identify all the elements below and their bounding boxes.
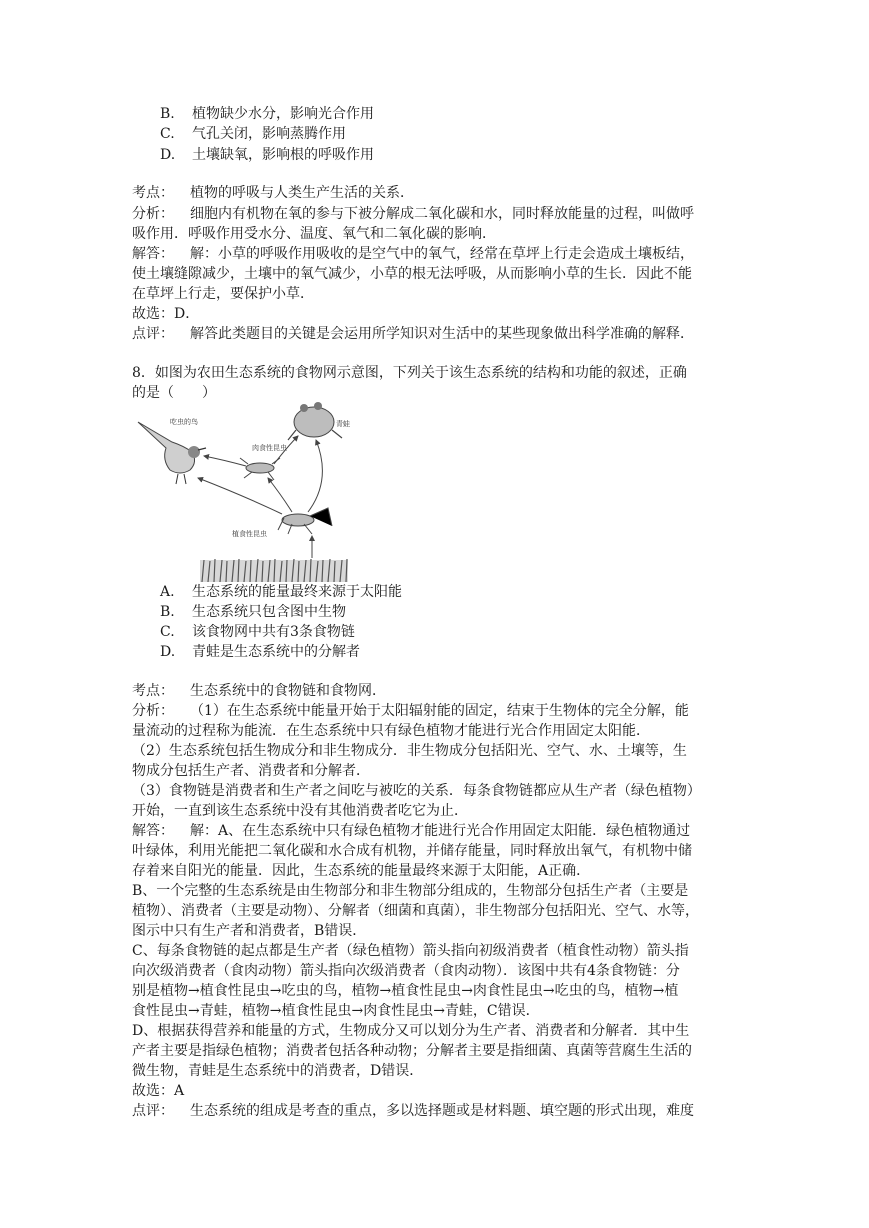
q7-kaodian: 考点： 植物的呼吸与人类生产生活的关系． (132, 185, 414, 201)
q7-jieda-line-3: 在草坪上行走，要保护小草． (132, 286, 314, 302)
arrow-herb-to-bird (198, 478, 282, 514)
q8-option-b: B. 生态系统只包含图中生物 (160, 604, 346, 620)
q8-jieda-line-12: 产者主要是指绿色植物；消费者包括各种动物；分解者主要是指细菌、真菌等营腐生生活的 (132, 1043, 692, 1059)
q7-option-c: C. 气孔关闭，影响蒸腾作用 (160, 126, 346, 142)
food-web-figure (132, 400, 390, 584)
q7-fenxi-line-1: 分析： 细胞内有机物在氧的参与下被分解成二氧化碳和水，同时释放能量的过程，叫做呼 (132, 206, 694, 222)
arrow-carn-to-bird (204, 456, 246, 466)
arrow-herb-to-carn (268, 478, 292, 512)
label-bird: 吃虫的鸟 (170, 418, 198, 426)
frog-icon (288, 402, 342, 440)
q8-jieda-line-8: 向次级消费者（食肉动物）箭头指向次级消费者（食肉动物）．该图中共有4条食物链：分 (132, 963, 680, 979)
q8-fenxi-line-3: （2）生态系统包括生物成分和非生物成分．非生物成分包括阳光、空气、水、土壤等，生 (132, 743, 687, 759)
q8-jieda-line-7: C、每条食物链的起点都是生产者（绿色植物）箭头指向初级消费者（植食性动物）箭头指 (132, 943, 689, 959)
q8-fenxi-line-2: 量流动的过程称为能流．在生态系统中只有绿色植物才能进行光合作用固定太阳能． (132, 723, 650, 739)
q8-fenxi-line-1: 分析： （1）在生态系统中能量开始于太阳辐射能的固定，结束于生物体的完全分解，能 (132, 703, 689, 719)
q7-jieda-line-1: 解答： 解：小草的呼吸作用吸收的是空气中的氧气，经常在草坪上行走会造成土壤板结， (132, 246, 694, 262)
q8-jieda-line-11: D、根据获得营养和能量的方式，生物成分又可以划分为生产者、消费者和分解者．其中生 (132, 1023, 690, 1039)
q8-fenxi-line-6: 开始，一直到该生态系统中没有其他消费者吃它为止． (132, 803, 468, 819)
q8-jieda-line-10: 食性昆虫→青蛙，植物→植食性昆虫→肉食性昆虫→青蛙，C错误． (132, 1003, 540, 1019)
q8-answer: 故选：A (132, 1083, 185, 1099)
bird-icon (138, 422, 206, 484)
q8-dianping: 点评： 生态系统的组成是考查的重点，多以选择题或是材料题、填空题的形式出现，难度 (132, 1103, 694, 1119)
q7-answer: 故选：D． (132, 306, 200, 322)
q8-kaodian: 考点： 生态系统中的食物链和食物网． (132, 683, 386, 699)
q8-jieda-line-5: 植物）、消费者（主要是动物）、分解者（细菌和真菌），非生物部分包括阳光、空气、水等， (132, 903, 699, 919)
q8-jieda-line-13: 微生物，青蛙是生态系统中的消费者，D错误． (132, 1063, 424, 1079)
q8-jieda-line-2: 叶绿体，利用光能把二氧化碳和水合成有机物，并储存能量，同时释放出氧气，有机物中储 (132, 843, 692, 859)
q8-stem-line-1: 8．如图为农田生态系统的食物网示意图，下列关于该生态系统的结构和功能的叙述，正确 (132, 365, 687, 381)
arrow-herb-to-frog (308, 440, 322, 512)
q8-fenxi-line-4: 物成分包括生产者、消费者和分解者． (132, 763, 370, 779)
q8-jieda-line-4: B、一个完整的生态系统是由生物部分和非生物部分组成的，生物部分包括生产者（主要是 (132, 883, 689, 899)
q8-jieda-line-9: 别是植物→植食性昆虫→吃虫的鸟，植物→植食性昆虫→肉食性昆虫→吃虫的鸟，植物→植 (132, 983, 679, 999)
grass-icon (200, 559, 348, 582)
q8-jieda-line-3: 存着来自阳光的能量．因此，生态系统的能量最终来源于太阳能，A正确． (132, 863, 591, 879)
q7-jieda-line-2: 使土壤缝隙减少，土壤中的氧气减少，小草的根无法呼吸，从而影响小草的生长．因此不能 (132, 266, 692, 282)
label-frog: 青蛙 (336, 420, 350, 428)
q7-fenxi-line-2: 吸作用．呼吸作用受水分、温度、氧气和二氧化碳的影响． (132, 226, 496, 242)
q8-jieda-line-6: 图示中只有生产者和消费者，B错误． (132, 923, 367, 939)
q7-option-d: D. 土壤缺氧，影响根的呼吸作用 (160, 147, 374, 163)
q7-dianping: 点评： 解答此类题目的关键是会运用所学知识对生活中的某些现象做出科学准确的解释． (132, 326, 694, 342)
herbivorous-insect-icon (278, 508, 332, 534)
q8-option-c: C. 该食物网中共有3条食物链 (160, 624, 355, 640)
q8-stem-line-2: 的是（ ） (132, 385, 216, 401)
carnivorous-insect-icon (240, 458, 280, 480)
q8-option-a: A. 生态系统的能量最终来源于太阳能 (160, 584, 402, 600)
q8-fenxi-line-5: （3）食物链是消费者和生产者之间吃与被吃的关系．每条食物链都应从生产者（绿色植物） (132, 783, 701, 799)
food-web-svg (132, 400, 390, 584)
q8-option-d: D. 青蛙是生态系统中的分解者 (160, 644, 360, 660)
label-herb-insect: 植食性昆虫 (232, 530, 267, 538)
q7-option-b: B. 植物缺少水分，影响光合作用 (160, 106, 374, 122)
q8-jieda-line-1: 解答： 解：A、在生态系统中只有绿色植物才能进行光合作用固定太阳能．绿色植物通过 (132, 823, 691, 839)
label-carn-insect: 肉食性昆虫 (252, 444, 287, 452)
